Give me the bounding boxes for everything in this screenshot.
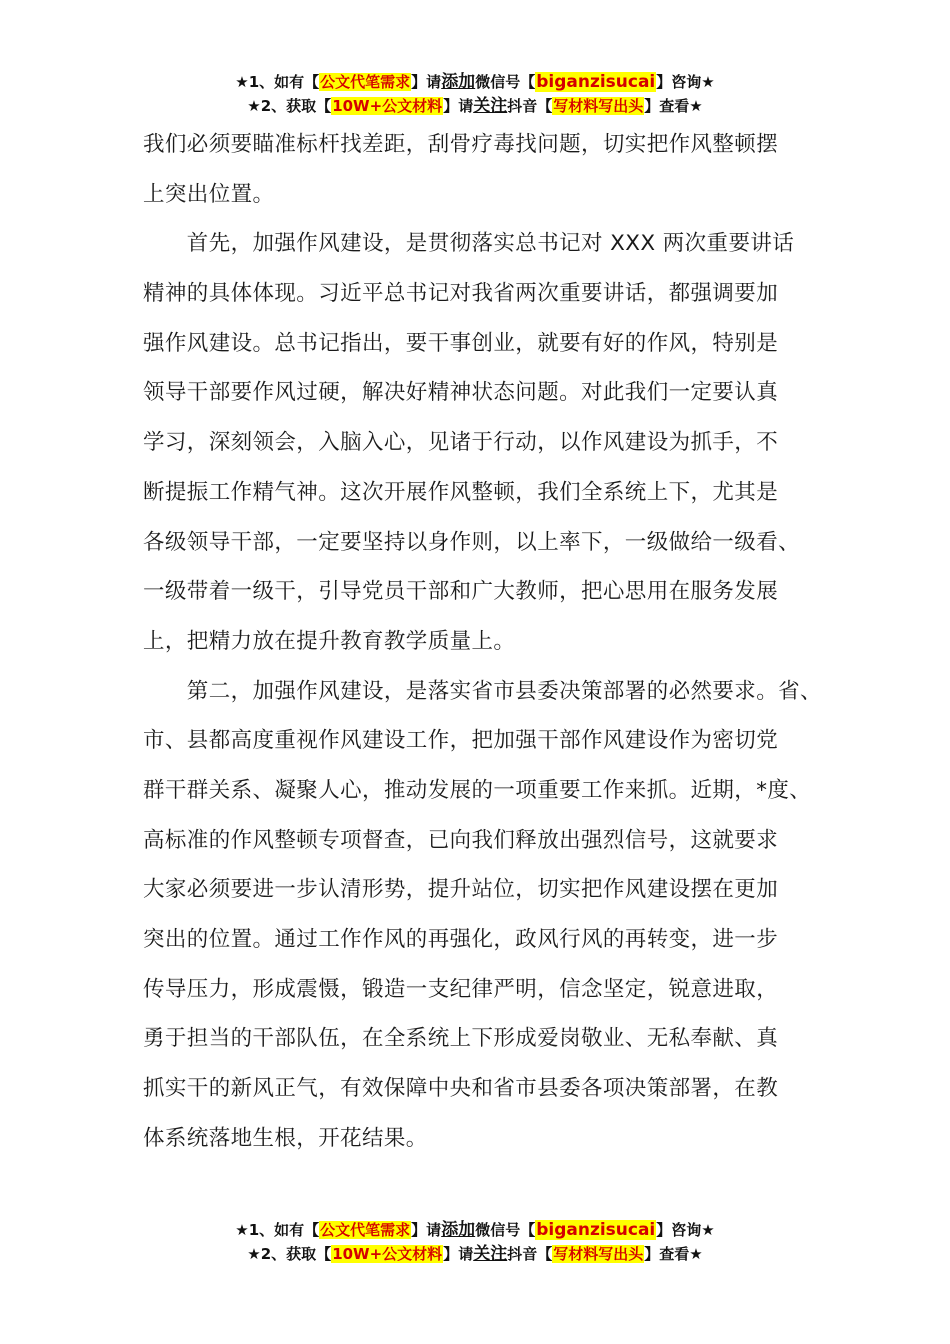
- promo-douyin-id: 写材料写出头: [553, 1245, 644, 1263]
- body-line: 学习，深刻领会，入脑入心，见诸于行动，以作风建设为抓手，不: [143, 430, 779, 456]
- promo-wechat-id: biganzisucai: [536, 1220, 656, 1240]
- promo-text: 抖音【: [507, 1245, 553, 1263]
- promo-emphasis: 关注: [473, 96, 508, 116]
- promo-line-2: [0, 1242, 950, 1266]
- body-line: 断提振工作精气神。这次开展作风整顿，我们全系统上下，尤其是: [143, 479, 779, 505]
- body-line: 精神的具体体现。习近平总书记对我省两次重要讲话，都强调要加: [143, 281, 779, 307]
- promo-text: 】咨询★: [656, 1221, 715, 1239]
- promo-emphasis: 关注: [473, 1244, 508, 1264]
- promo-text: 】请: [411, 1221, 442, 1239]
- promo-text: 】咨询★: [656, 73, 715, 91]
- body-line: 突出的位置。通过工作作风的再强化，政风行风的再转变，进一步: [143, 927, 779, 952]
- footer-promo: [0, 1218, 950, 1266]
- promo-highlight: 10W+公文材料: [332, 97, 443, 115]
- promo-highlight: 公文代笔需求: [320, 73, 411, 91]
- body-line: 领导干部要作风过硬，解决好精神状态问题。对此我们一定要认真: [143, 380, 779, 406]
- promo-text: 】查看★: [644, 1245, 703, 1263]
- promo-text: 抖音【: [507, 97, 553, 115]
- body-line: 体系统落地生根，开花结果。: [143, 1125, 428, 1151]
- document-body: [143, 120, 823, 1163]
- body-line: 首先，加强作风建设，是贯彻落实总书记对 XXX 两次重要讲话: [143, 231, 795, 257]
- body-line: 勇于担当的干部队伍，在全系统上下形成爱岗敬业、无私奉献、真: [143, 1026, 779, 1052]
- body-line: 高标准的作风整顿专项督查，已向我们释放出强烈信号，这就要求: [143, 827, 779, 853]
- promo-line-2: [0, 94, 950, 118]
- promo-text: ★1、如有【: [235, 73, 320, 91]
- promo-text: 】查看★: [644, 97, 703, 115]
- promo-wechat-id: biganzisucai: [536, 72, 656, 92]
- promo-emphasis: 添加: [441, 72, 476, 92]
- promo-text: ★2、获取【: [247, 1245, 332, 1263]
- promo-line-1: [0, 70, 950, 94]
- body-line: 第二，加强作风建设，是落实省市县委决策部署的必然要求。省、: [143, 678, 822, 704]
- body-line: 群干群关系、凝聚人心，推动发展的一项重要工作来抓。近期，*度、: [143, 777, 812, 803]
- body-line: 强作风建设。总书记指出，要干事创业，就要有好的作风，特别是: [143, 330, 779, 356]
- body-line: 各级领导干部，一定要坚持以身作则，以上率下，一级做给一级看、: [143, 529, 801, 555]
- body-line: 上，把精力放在提升教育教学质量上。: [143, 628, 516, 654]
- promo-emphasis: 添加: [441, 1220, 476, 1240]
- promo-text: 】请: [443, 97, 474, 115]
- promo-line-1: [0, 1218, 950, 1242]
- body-line: 传导压力，形成震慑，锻造一支纪律严明，信念坚定，锐意进取，: [143, 976, 779, 1002]
- body-line: 市、县都高度重视作风建设工作，把加强干部作风建设作为密切党: [143, 728, 779, 754]
- promo-text: ★2、获取【: [247, 97, 332, 115]
- promo-highlight: 公文代笔需求: [320, 1221, 411, 1239]
- promo-highlight: 10W+公文材料: [332, 1245, 443, 1263]
- promo-text: 微信号【: [475, 1221, 536, 1239]
- body-line: 大家必须要进一步认清形势，提升站位，切实把作风建设摆在更加: [143, 877, 779, 903]
- promo-text: 】请: [443, 1245, 474, 1263]
- body-line: 抓实干的新风正气，有效保障中央和省市县委各项决策部署，在教: [143, 1076, 779, 1102]
- body-line: 一级带着一级干，引导党员干部和广大教师，把心思用在服务发展: [143, 579, 779, 605]
- promo-text: ★1、如有【: [235, 1221, 320, 1239]
- promo-douyin-id: 写材料写出头: [553, 97, 644, 115]
- promo-text: 微信号【: [475, 73, 536, 91]
- body-line: 上突出位置。: [143, 181, 275, 207]
- promo-text: 】请: [411, 73, 442, 91]
- header-promo: [0, 70, 950, 118]
- body-line: 我们必须要瞄准标杆找差距，刮骨疗毒找问题，切实把作风整顿摆: [143, 132, 779, 157]
